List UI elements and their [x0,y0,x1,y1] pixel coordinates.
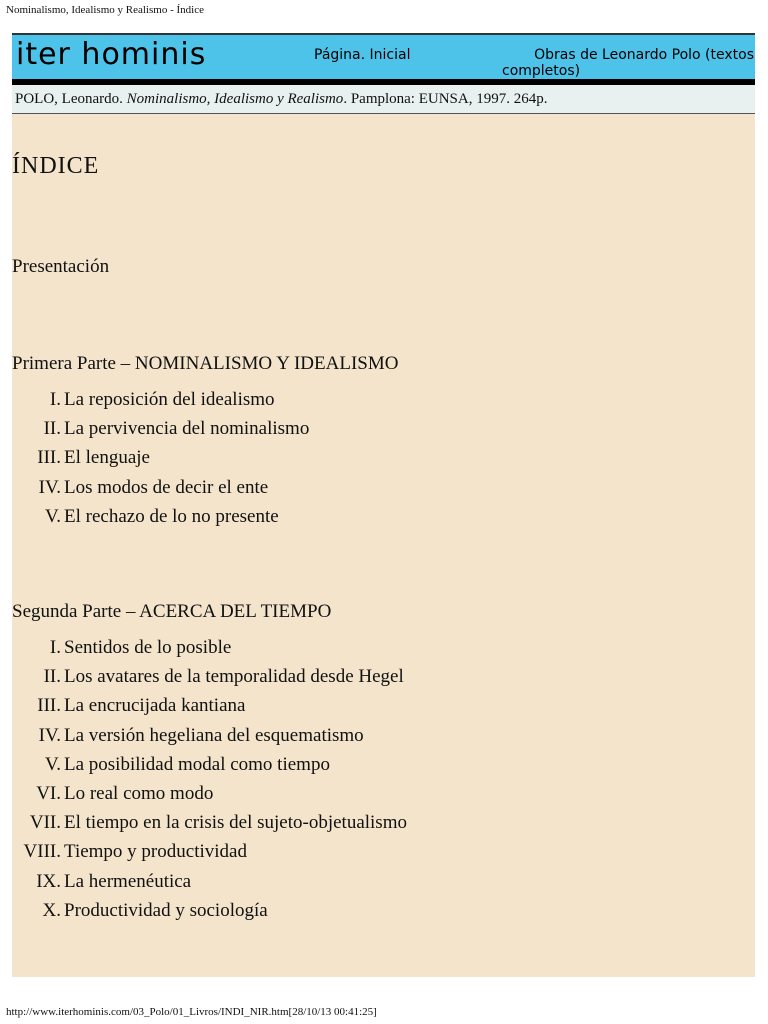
toc-item-number: I. [49,389,61,410]
toc-item-number: IV. [38,724,61,746]
toc-item-link[interactable]: La versión hegeliana del esquematismo [64,724,364,746]
toc-item-link[interactable]: La encrucijada kantiana [64,695,246,717]
toc-item-number: III. [37,447,61,469]
toc-item-number: I. [49,637,61,658]
toc-item[interactable] [12,666,612,695]
toc-item-number: III. [37,695,61,717]
toc-item[interactable] [12,783,612,812]
works-link-line1: Obras de Leonardo Polo (textos [534,47,754,63]
part2-heading: Segunda Parte – ACERCA DEL TIEMPO [12,601,332,622]
toc-item[interactable] [12,754,612,783]
toc-item-link[interactable]: Lo real como modo [64,782,214,804]
toc-item-number: X. [42,899,61,921]
toc-item-link[interactable]: La posibilidad modal como tiempo [64,753,330,775]
toc-item-number: VI. [36,782,61,804]
citation-publisher: . Pamplona: EUNSA, 1997. 264p. [343,91,548,107]
toc-item-link[interactable]: La pervivencia del nominalismo [64,418,310,440]
toc-item-number: IV. [38,476,61,498]
index-title: ÍNDICE [12,153,100,179]
toc-item-number: V. [44,753,61,775]
toc-item[interactable] [12,871,612,900]
toc-presentation[interactable]: Presentación [12,256,110,277]
toc-item[interactable] [12,477,612,506]
toc-item[interactable] [12,812,612,841]
part2-toc-list [12,637,612,929]
toc-item-link[interactable]: Tiempo y productividad [64,841,247,863]
citation-book-title: Nominalismo, Idealismo y Realismo [126,91,344,107]
toc-item[interactable] [12,725,612,754]
toc-item-link[interactable]: La hermenéutica [64,870,192,892]
toc-item-link[interactable]: La reposición del idealismo [64,389,275,410]
toc-item[interactable] [12,389,612,418]
home-link[interactable]: Página. Inicial [314,47,411,63]
toc-item[interactable] [12,900,612,929]
toc-item[interactable] [12,418,612,447]
print-footer: http://www.iterhominis.com/03_Polo/01_Livros/INDI_NIR.htm[28/10/13 00:41:25] [6,1006,377,1018]
toc-item-link[interactable]: El tiempo en la crisis del sujeto-objetualismo [64,812,407,834]
toc-item[interactable] [12,447,612,476]
toc-item-number: IX. [36,870,61,892]
citation-bar [12,85,755,114]
toc-item-number: II. [43,666,61,688]
citation-author: POLO, Leonardo. [15,91,127,107]
toc-item[interactable] [12,637,612,666]
toc-item-number: VII. [29,812,61,834]
toc-item-link[interactable]: Los avatares de la temporalidad desde Hegel [64,666,404,688]
toc-item-link[interactable]: Los modos de decir el ente [64,476,269,498]
works-link-line2: completos) [502,63,581,79]
toc-item[interactable] [12,841,612,870]
page-content [12,33,755,977]
toc-item-link[interactable]: El lenguaje [64,447,150,469]
toc-item[interactable] [12,695,612,724]
site-banner [12,33,755,81]
toc-item-number: VIII. [23,841,61,863]
citation [15,91,547,108]
works-link[interactable] [502,47,754,79]
toc-item-number: V. [44,505,61,527]
toc-item-link[interactable]: El rechazo de lo no presente [64,505,279,527]
site-title-link[interactable]: iter hominis [16,37,207,72]
toc-item-link[interactable]: Sentidos de lo posible [64,637,232,658]
toc-item-link[interactable]: Productividad y sociología [64,899,268,921]
part1-heading: Primera Parte – NOMINALISMO Y IDEALISMO [12,353,399,374]
toc-item-number: II. [43,418,61,440]
part1-toc-list [12,389,612,535]
print-header: Nominalismo, Idealismo y Realismo - Índice [6,4,204,16]
toc-item[interactable] [12,506,612,535]
